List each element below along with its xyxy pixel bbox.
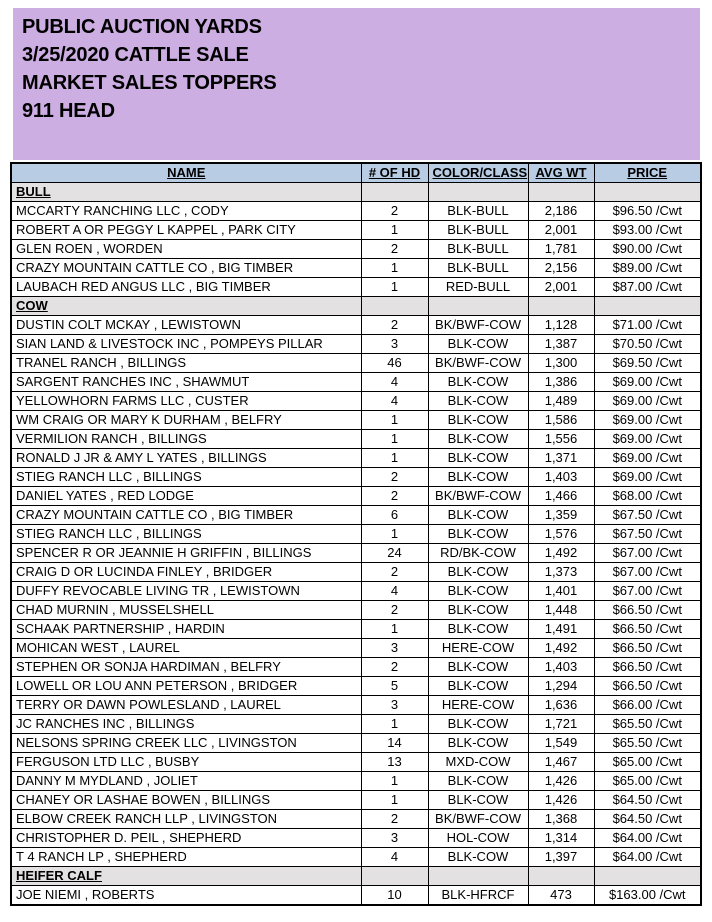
price-cell: $89.00 /Cwt (594, 259, 701, 278)
color-class-cell: BLK-COW (428, 411, 528, 430)
price-cell: $64.50 /Cwt (594, 791, 701, 810)
avg-weight-cell: 2,001 (528, 278, 594, 297)
avg-weight-cell: 1,426 (528, 791, 594, 810)
color-class-cell: BLK-COW (428, 582, 528, 601)
color-class-cell: BK/BWF-COW (428, 354, 528, 373)
table-row (11, 335, 701, 354)
column-header-color-class: COLOR/CLASS (428, 163, 528, 183)
price-cell: $69.50 /Cwt (594, 354, 701, 373)
price-cell: $67.00 /Cwt (594, 563, 701, 582)
avg-weight-cell: 1,489 (528, 392, 594, 411)
price-cell: $65.50 /Cwt (594, 734, 701, 753)
table-row (11, 715, 701, 734)
avg-weight-cell: 1,387 (528, 335, 594, 354)
head-count-cell: 4 (361, 392, 428, 411)
color-class-cell: BLK-BULL (428, 259, 528, 278)
section-empty-cell (428, 867, 528, 886)
section-empty-cell (594, 867, 701, 886)
color-class-cell: BLK-COW (428, 734, 528, 753)
head-count-cell: 2 (361, 658, 428, 677)
seller-name-cell: VERMILION RANCH , BILLINGS (11, 430, 361, 449)
sales-report-table (10, 162, 702, 906)
avg-weight-cell: 1,426 (528, 772, 594, 791)
color-class-cell: BLK-COW (428, 601, 528, 620)
avg-weight-cell: 2,156 (528, 259, 594, 278)
color-class-cell: BLK-COW (428, 430, 528, 449)
head-count-cell: 3 (361, 335, 428, 354)
head-count-cell: 24 (361, 544, 428, 563)
price-cell: $67.50 /Cwt (594, 506, 701, 525)
table-row (11, 202, 701, 221)
color-class-cell: BLK-COW (428, 468, 528, 487)
avg-weight-cell: 473 (528, 886, 594, 906)
price-cell: $64.00 /Cwt (594, 848, 701, 867)
seller-name-cell: SIAN LAND & LIVESTOCK INC , POMPEYS PILLAR (11, 335, 361, 354)
table-row (11, 563, 701, 582)
color-class-cell: HERE-COW (428, 639, 528, 658)
price-cell: $71.00 /Cwt (594, 316, 701, 335)
price-cell: $66.50 /Cwt (594, 677, 701, 696)
price-cell: $65.00 /Cwt (594, 753, 701, 772)
avg-weight-cell: 1,492 (528, 544, 594, 563)
color-class-cell: BLK-COW (428, 772, 528, 791)
color-class-cell: BLK-HFRCF (428, 886, 528, 906)
seller-name-cell: CHANEY OR LASHAE BOWEN , BILLINGS (11, 791, 361, 810)
avg-weight-cell: 1,294 (528, 677, 594, 696)
section-empty-cell (428, 297, 528, 316)
avg-weight-cell: 1,368 (528, 810, 594, 829)
section-row-bull (11, 183, 701, 202)
color-class-cell: BK/BWF-COW (428, 316, 528, 335)
head-count-cell: 2 (361, 810, 428, 829)
head-count-cell: 1 (361, 620, 428, 639)
head-count-cell: 3 (361, 696, 428, 715)
color-class-cell: BLK-COW (428, 848, 528, 867)
color-class-cell: BLK-BULL (428, 221, 528, 240)
seller-name-cell: MOHICAN WEST , LAUREL (11, 639, 361, 658)
seller-name-cell: DANIEL YATES , RED LODGE (11, 487, 361, 506)
seller-name-cell: T 4 RANCH LP , SHEPHERD (11, 848, 361, 867)
avg-weight-cell: 1,314 (528, 829, 594, 848)
color-class-cell: RED-BULL (428, 278, 528, 297)
color-class-cell: BLK-COW (428, 449, 528, 468)
section-label: BULL (11, 183, 361, 202)
section-row-heifer-calf (11, 867, 701, 886)
seller-name-cell: CRAIG D OR LUCINDA FINLEY , BRIDGER (11, 563, 361, 582)
avg-weight-cell: 1,448 (528, 601, 594, 620)
table-row (11, 525, 701, 544)
seller-name-cell: LAUBACH RED ANGUS LLC , BIG TIMBER (11, 278, 361, 297)
head-count-cell: 1 (361, 430, 428, 449)
head-count-cell: 14 (361, 734, 428, 753)
color-class-cell: BLK-COW (428, 525, 528, 544)
section-empty-cell (361, 297, 428, 316)
color-class-cell: BLK-BULL (428, 240, 528, 259)
seller-name-cell: DANNY M MYDLAND , JOLIET (11, 772, 361, 791)
price-cell: $65.50 /Cwt (594, 715, 701, 734)
table-row (11, 677, 701, 696)
seller-name-cell: STIEG RANCH LLC , BILLINGS (11, 525, 361, 544)
head-count-cell: 2 (361, 601, 428, 620)
seller-name-cell: TRANEL RANCH , BILLINGS (11, 354, 361, 373)
color-class-cell: BLK-COW (428, 563, 528, 582)
avg-weight-cell: 2,186 (528, 202, 594, 221)
avg-weight-cell: 1,781 (528, 240, 594, 259)
avg-weight-cell: 2,001 (528, 221, 594, 240)
section-empty-cell (528, 297, 594, 316)
seller-name-cell: NELSONS SPRING CREEK LLC , LIVINGSTON (11, 734, 361, 753)
column-header-price: PRICE (594, 163, 701, 183)
section-row-cow (11, 297, 701, 316)
table-row (11, 791, 701, 810)
avg-weight-cell: 1,401 (528, 582, 594, 601)
price-cell: $69.00 /Cwt (594, 373, 701, 392)
report-title-line-3: MARKET SALES TOPPERS (22, 72, 277, 94)
avg-weight-cell: 1,576 (528, 525, 594, 544)
table-row (11, 430, 701, 449)
report-title-line-2: 3/25/2020 CATTLE SALE (22, 44, 249, 66)
head-count-cell: 1 (361, 411, 428, 430)
table-row (11, 829, 701, 848)
seller-name-cell: DUFFY REVOCABLE LIVING TR , LEWISTOWN (11, 582, 361, 601)
head-count-cell: 2 (361, 563, 428, 582)
table-row (11, 449, 701, 468)
avg-weight-cell: 1,556 (528, 430, 594, 449)
seller-name-cell: DUSTIN COLT MCKAY , LEWISTOWN (11, 316, 361, 335)
price-cell: $66.50 /Cwt (594, 620, 701, 639)
seller-name-cell: STIEG RANCH LLC , BILLINGS (11, 468, 361, 487)
table-row (11, 582, 701, 601)
table-row (11, 772, 701, 791)
avg-weight-cell: 1,371 (528, 449, 594, 468)
report-table-body (11, 183, 701, 906)
column-header-num-of-head: # OF HD (361, 163, 428, 183)
head-count-cell: 1 (361, 772, 428, 791)
color-class-cell: BK/BWF-COW (428, 810, 528, 829)
table-row (11, 886, 701, 906)
section-empty-cell (594, 183, 701, 202)
price-cell: $66.50 /Cwt (594, 601, 701, 620)
color-class-cell: BLK-COW (428, 677, 528, 696)
section-empty-cell (528, 183, 594, 202)
avg-weight-cell: 1,373 (528, 563, 594, 582)
color-class-cell: BLK-COW (428, 373, 528, 392)
avg-weight-cell: 1,466 (528, 487, 594, 506)
section-empty-cell (361, 867, 428, 886)
price-cell: $67.00 /Cwt (594, 544, 701, 563)
table-row (11, 848, 701, 867)
head-count-cell: 2 (361, 487, 428, 506)
avg-weight-cell: 1,549 (528, 734, 594, 753)
table-header-row (11, 163, 701, 183)
head-count-cell: 10 (361, 886, 428, 906)
price-cell: $69.00 /Cwt (594, 392, 701, 411)
table-row (11, 259, 701, 278)
price-cell: $64.50 /Cwt (594, 810, 701, 829)
seller-name-cell: SARGENT RANCHES INC , SHAWMUT (11, 373, 361, 392)
color-class-cell: HERE-COW (428, 696, 528, 715)
avg-weight-cell: 1,397 (528, 848, 594, 867)
price-cell: $67.00 /Cwt (594, 582, 701, 601)
seller-name-cell: CHAD MURNIN , MUSSELSHELL (11, 601, 361, 620)
table-row (11, 544, 701, 563)
section-empty-cell (528, 867, 594, 886)
seller-name-cell: SPENCER R OR JEANNIE H GRIFFIN , BILLINGS (11, 544, 361, 563)
price-cell: $87.00 /Cwt (594, 278, 701, 297)
avg-weight-cell: 1,386 (528, 373, 594, 392)
seller-name-cell: RONALD J JR & AMY L YATES , BILLINGS (11, 449, 361, 468)
table-row (11, 278, 701, 297)
avg-weight-cell: 1,359 (528, 506, 594, 525)
section-empty-cell (594, 297, 701, 316)
section-label: COW (11, 297, 361, 316)
seller-name-cell: ROBERT A OR PEGGY L KAPPEL , PARK CITY (11, 221, 361, 240)
seller-name-cell: ELBOW CREEK RANCH LLP , LIVINGSTON (11, 810, 361, 829)
avg-weight-cell: 1,492 (528, 639, 594, 658)
column-header-avg-wt: AVG WT (528, 163, 594, 183)
color-class-cell: BLK-COW (428, 506, 528, 525)
avg-weight-cell: 1,586 (528, 411, 594, 430)
seller-name-cell: CRAZY MOUNTAIN CATTLE CO , BIG TIMBER (11, 506, 361, 525)
column-header-name: NAME (11, 163, 361, 183)
report-banner (13, 8, 700, 160)
price-cell: $69.00 /Cwt (594, 430, 701, 449)
price-cell: $66.50 /Cwt (594, 639, 701, 658)
table-row (11, 373, 701, 392)
color-class-cell: BLK-COW (428, 715, 528, 734)
table-row (11, 620, 701, 639)
price-cell: $93.00 /Cwt (594, 221, 701, 240)
price-cell: $90.00 /Cwt (594, 240, 701, 259)
seller-name-cell: TERRY OR DAWN POWLESLAND , LAUREL (11, 696, 361, 715)
report-title-line-1: PUBLIC AUCTION YARDS (22, 16, 262, 38)
price-cell: $69.00 /Cwt (594, 468, 701, 487)
table-row (11, 696, 701, 715)
color-class-cell: BLK-COW (428, 658, 528, 677)
table-row (11, 753, 701, 772)
head-count-cell: 6 (361, 506, 428, 525)
seller-name-cell: JC RANCHES INC , BILLINGS (11, 715, 361, 734)
table-row (11, 734, 701, 753)
head-count-cell: 1 (361, 791, 428, 810)
price-cell: $96.50 /Cwt (594, 202, 701, 221)
table-row (11, 354, 701, 373)
head-count-cell: 4 (361, 848, 428, 867)
color-class-cell: BK/BWF-COW (428, 487, 528, 506)
avg-weight-cell: 1,467 (528, 753, 594, 772)
table-row (11, 316, 701, 335)
color-class-cell: RD/BK-COW (428, 544, 528, 563)
seller-name-cell: CHRISTOPHER D. PEIL , SHEPHERD (11, 829, 361, 848)
head-count-cell: 1 (361, 525, 428, 544)
seller-name-cell: LOWELL OR LOU ANN PETERSON , BRIDGER (11, 677, 361, 696)
report-title-line-4: 911 HEAD (22, 100, 115, 122)
seller-name-cell: MCCARTY RANCHING LLC , CODY (11, 202, 361, 221)
section-empty-cell (428, 183, 528, 202)
seller-name-cell: SCHAAK PARTNERSHIP , HARDIN (11, 620, 361, 639)
avg-weight-cell: 1,300 (528, 354, 594, 373)
color-class-cell: MXD-COW (428, 753, 528, 772)
price-cell: $66.00 /Cwt (594, 696, 701, 715)
head-count-cell: 4 (361, 373, 428, 392)
avg-weight-cell: 1,636 (528, 696, 594, 715)
head-count-cell: 2 (361, 202, 428, 221)
avg-weight-cell: 1,721 (528, 715, 594, 734)
avg-weight-cell: 1,403 (528, 658, 594, 677)
price-cell: $65.00 /Cwt (594, 772, 701, 791)
table-row (11, 810, 701, 829)
seller-name-cell: JOE NIEMI , ROBERTS (11, 886, 361, 906)
table-row (11, 506, 701, 525)
head-count-cell: 2 (361, 240, 428, 259)
price-cell: $70.50 /Cwt (594, 335, 701, 354)
color-class-cell: HOL-COW (428, 829, 528, 848)
color-class-cell: BLK-BULL (428, 202, 528, 221)
head-count-cell: 3 (361, 829, 428, 848)
table-row (11, 221, 701, 240)
price-cell: $163.00 /Cwt (594, 886, 701, 906)
head-count-cell: 1 (361, 221, 428, 240)
price-cell: $64.00 /Cwt (594, 829, 701, 848)
head-count-cell: 1 (361, 449, 428, 468)
head-count-cell: 3 (361, 639, 428, 658)
price-cell: $67.50 /Cwt (594, 525, 701, 544)
table-row (11, 240, 701, 259)
price-cell: $66.50 /Cwt (594, 658, 701, 677)
avg-weight-cell: 1,491 (528, 620, 594, 639)
head-count-cell: 1 (361, 278, 428, 297)
avg-weight-cell: 1,128 (528, 316, 594, 335)
price-cell: $68.00 /Cwt (594, 487, 701, 506)
color-class-cell: BLK-COW (428, 791, 528, 810)
price-cell: $69.00 /Cwt (594, 449, 701, 468)
color-class-cell: BLK-COW (428, 392, 528, 411)
head-count-cell: 1 (361, 715, 428, 734)
head-count-cell: 13 (361, 753, 428, 772)
table-row (11, 639, 701, 658)
color-class-cell: BLK-COW (428, 620, 528, 639)
section-label: HEIFER CALF (11, 867, 361, 886)
table-row (11, 411, 701, 430)
seller-name-cell: GLEN ROEN , WORDEN (11, 240, 361, 259)
head-count-cell: 2 (361, 316, 428, 335)
table-row (11, 487, 701, 506)
seller-name-cell: FERGUSON LTD LLC , BUSBY (11, 753, 361, 772)
price-cell: $69.00 /Cwt (594, 411, 701, 430)
section-empty-cell (361, 183, 428, 202)
seller-name-cell: STEPHEN OR SONJA HARDIMAN , BELFRY (11, 658, 361, 677)
avg-weight-cell: 1,403 (528, 468, 594, 487)
seller-name-cell: WM CRAIG OR MARY K DURHAM , BELFRY (11, 411, 361, 430)
head-count-cell: 5 (361, 677, 428, 696)
seller-name-cell: CRAZY MOUNTAIN CATTLE CO , BIG TIMBER (11, 259, 361, 278)
color-class-cell: BLK-COW (428, 335, 528, 354)
seller-name-cell: YELLOWHORN FARMS LLC , CUSTER (11, 392, 361, 411)
head-count-cell: 1 (361, 259, 428, 278)
head-count-cell: 4 (361, 582, 428, 601)
table-row (11, 468, 701, 487)
table-row (11, 392, 701, 411)
head-count-cell: 2 (361, 468, 428, 487)
head-count-cell: 46 (361, 354, 428, 373)
table-row (11, 601, 701, 620)
table-row (11, 658, 701, 677)
